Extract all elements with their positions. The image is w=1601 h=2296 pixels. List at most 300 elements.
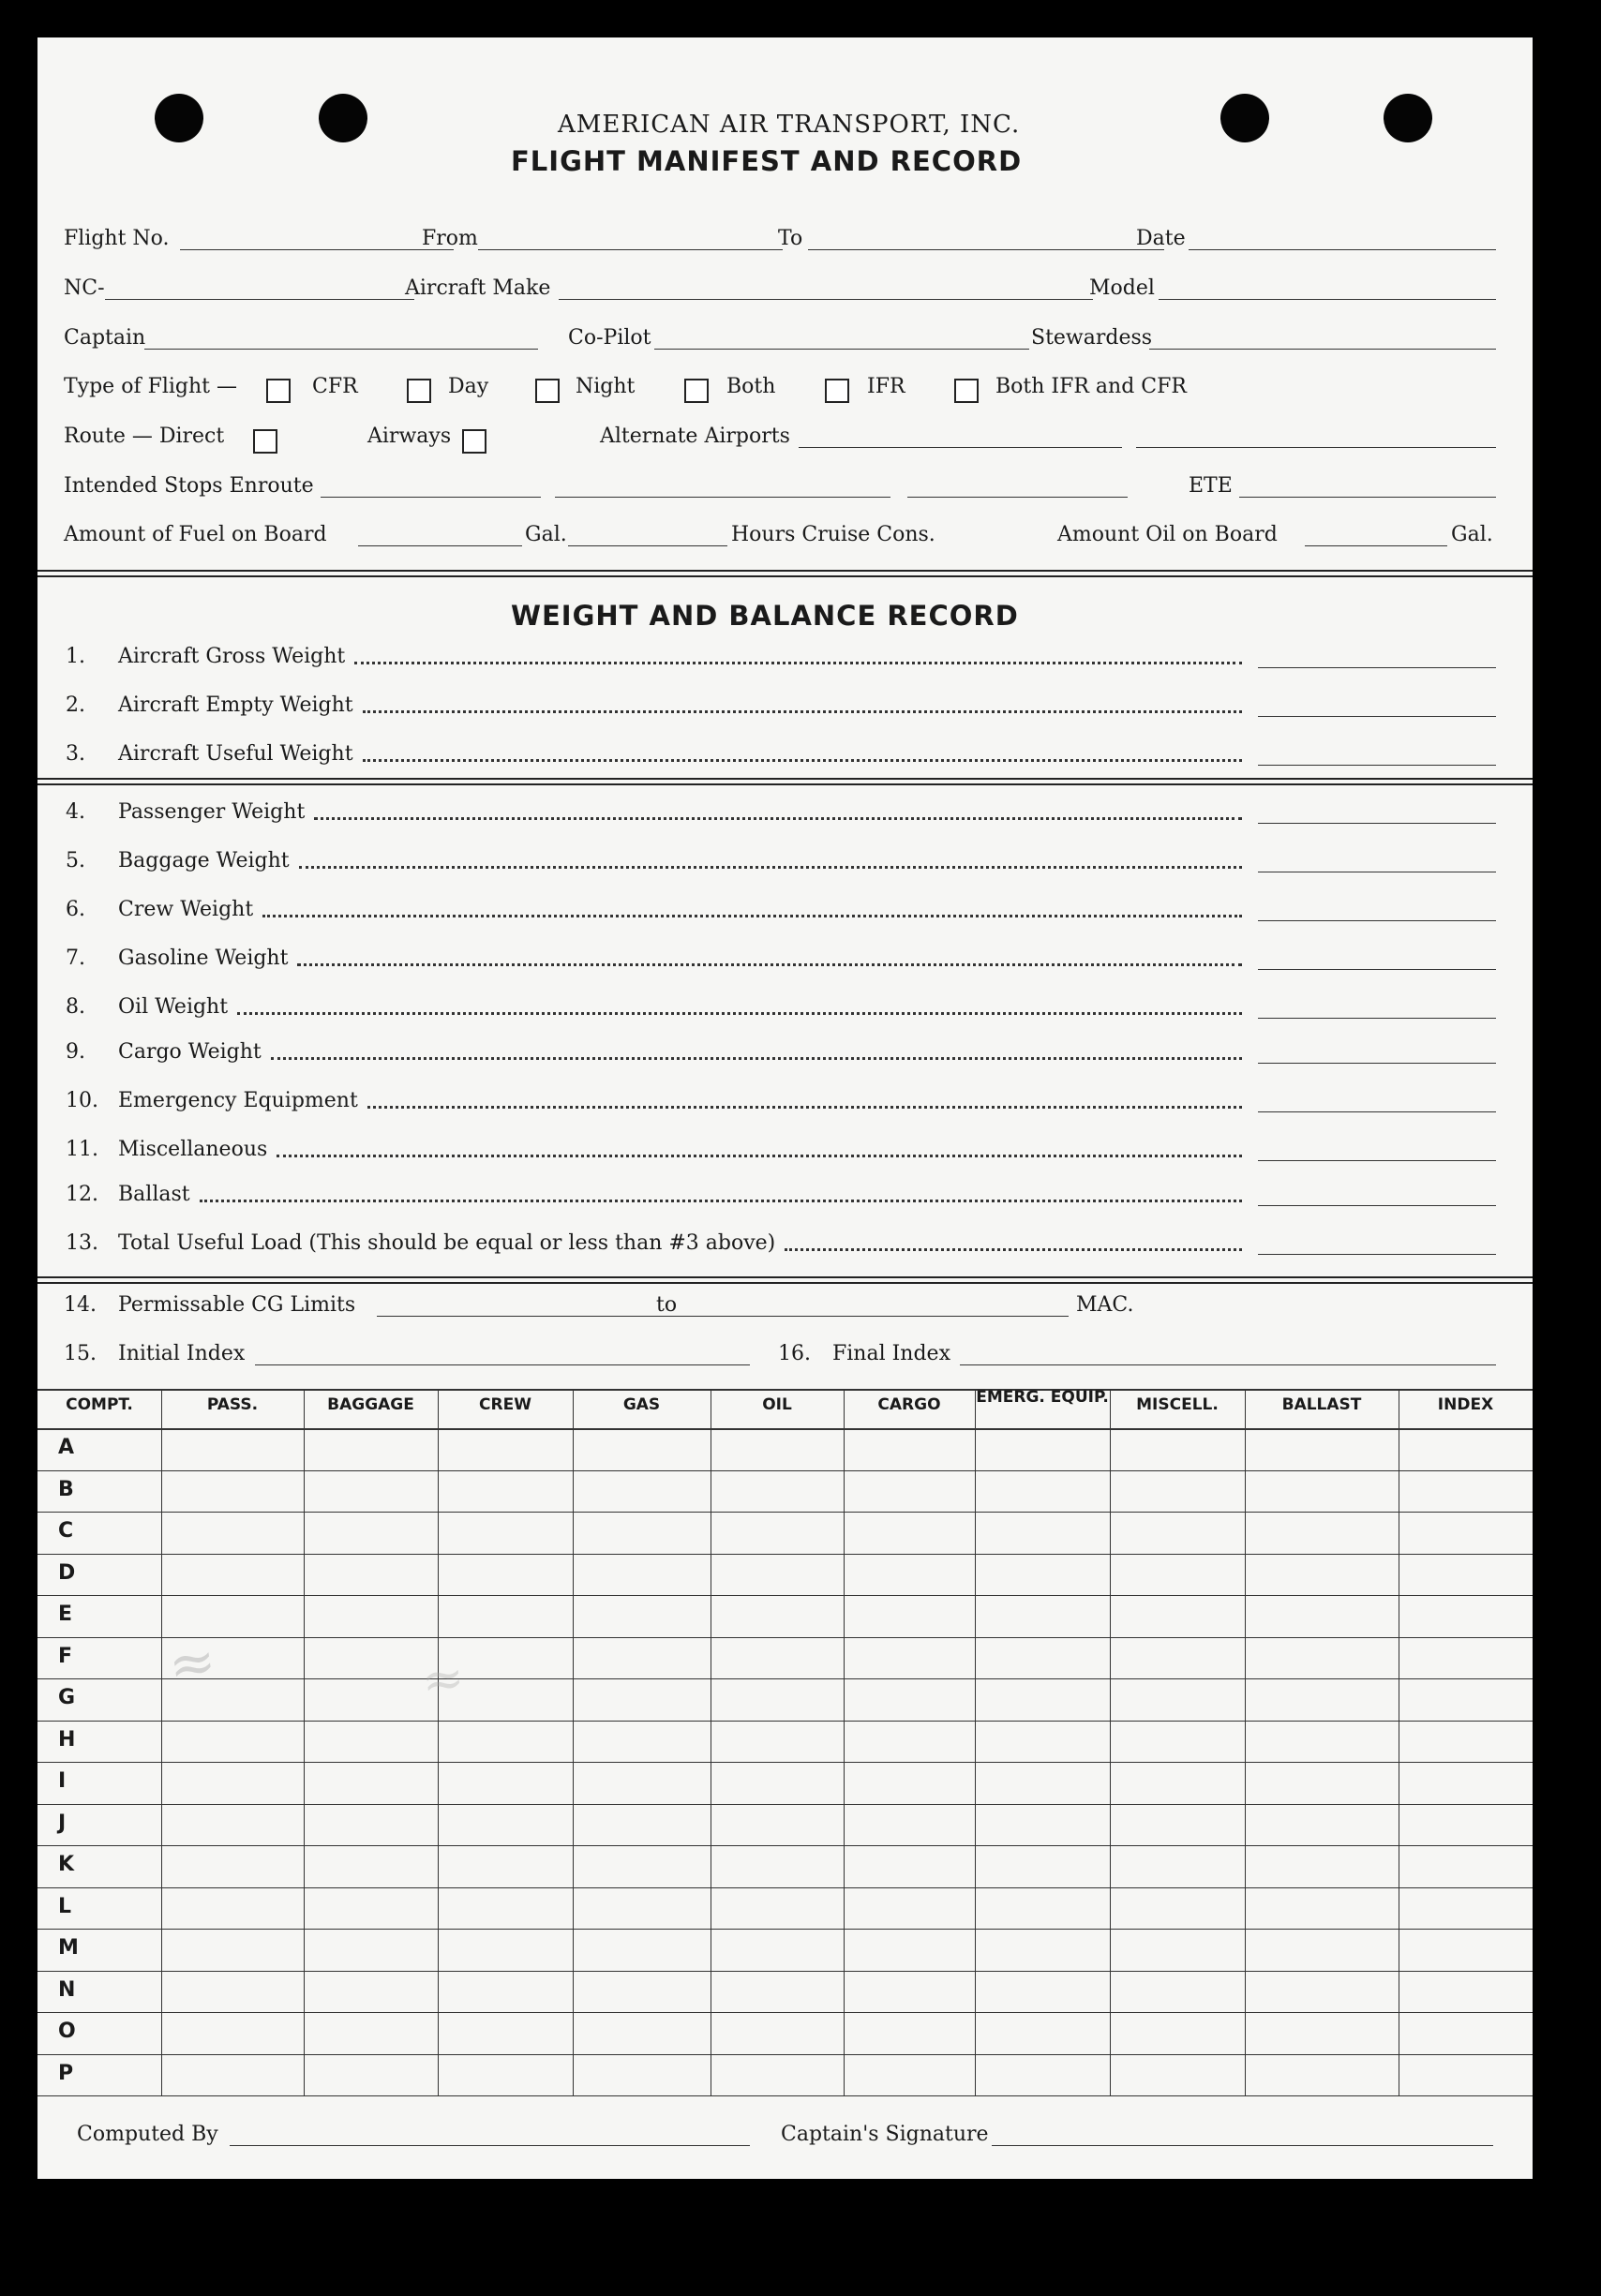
section-divider: [37, 778, 1533, 780]
table-cell[interactable]: [1110, 1595, 1245, 1637]
table-cell[interactable]: [304, 2054, 438, 2096]
wb-value-field[interactable]: [1258, 823, 1496, 824]
alternate-airports-label: Alternate Airports: [600, 425, 790, 448]
cg-to-field[interactable]: [682, 1316, 1069, 1317]
manifest-form-sheet: [37, 37, 1533, 2179]
table-cell[interactable]: [844, 1595, 975, 1637]
table-cell[interactable]: [711, 1428, 844, 1470]
stewardess-label: Stewardess: [1031, 326, 1153, 350]
table-cell[interactable]: [1245, 1637, 1399, 1679]
table-cell[interactable]: [573, 1637, 711, 1679]
table-cell[interactable]: [1399, 1428, 1533, 1470]
handwritten-marks: ≈: [418, 1647, 468, 1711]
ete-field[interactable]: [1239, 497, 1496, 498]
wb-value-field[interactable]: [1258, 1111, 1496, 1112]
table-cell[interactable]: [573, 1845, 711, 1887]
table-cell[interactable]: [1399, 2054, 1533, 2096]
stops-field-2[interactable]: [555, 497, 890, 498]
wb-value-field[interactable]: [1258, 1018, 1496, 1019]
table-cell[interactable]: [438, 2012, 573, 2054]
wb-item-number: 4.: [66, 800, 85, 824]
table-cell[interactable]: [304, 1804, 438, 1846]
table-cell[interactable]: [304, 1554, 438, 1596]
aircraft-make-field[interactable]: [559, 299, 1093, 300]
item-16-number: 16.: [778, 1342, 811, 1365]
table-cell[interactable]: [711, 1470, 844, 1513]
table-cell[interactable]: [711, 1804, 844, 1846]
stops-field-1[interactable]: [321, 497, 541, 498]
table-cell[interactable]: [975, 1637, 1110, 1679]
table-cell[interactable]: [1110, 1678, 1245, 1721]
leader-dots: [785, 1248, 1242, 1251]
wb-item-label: Aircraft Empty Weight: [118, 693, 353, 717]
table-cell[interactable]: [161, 1428, 304, 1470]
table-cell[interactable]: [1110, 1428, 1245, 1470]
table-cell[interactable]: [975, 1929, 1110, 1971]
table-cell[interactable]: [1245, 1678, 1399, 1721]
wb-item-number: 2.: [66, 693, 85, 717]
wb-value-field[interactable]: [1258, 1063, 1496, 1064]
table-cell[interactable]: [844, 1428, 975, 1470]
section-divider: [37, 1276, 1533, 1278]
table-cell[interactable]: [975, 2012, 1110, 2054]
table-cell[interactable]: [161, 1721, 304, 1763]
table-cell[interactable]: [1399, 1762, 1533, 1804]
table-cell[interactable]: [975, 1762, 1110, 1804]
table-cell[interactable]: [844, 1804, 975, 1846]
table-cell[interactable]: [1110, 1554, 1245, 1596]
wb-item-label: Passenger Weight: [118, 800, 306, 824]
flight-no-field[interactable]: [180, 249, 454, 250]
table-cell[interactable]: [1399, 1887, 1533, 1930]
table-row: [37, 1595, 1533, 1637]
table-cell[interactable]: [1110, 1929, 1245, 1971]
compartment-label: B: [58, 1477, 74, 1501]
column-header: COMPT.: [66, 1395, 133, 1414]
table-row: [37, 1721, 1533, 1763]
airways-checkbox[interactable]: [462, 429, 486, 454]
nc-label: NC-: [64, 276, 105, 300]
cg-from-field[interactable]: [377, 1316, 686, 1317]
table-cell[interactable]: [975, 1595, 1110, 1637]
column-header: OIL: [762, 1395, 792, 1414]
table-cell[interactable]: [304, 1428, 438, 1470]
table-cell[interactable]: [1399, 1595, 1533, 1637]
table-cell[interactable]: [438, 1971, 573, 2013]
night-label: Night: [576, 375, 636, 398]
table-cell[interactable]: [438, 1929, 573, 1971]
punch-hole: [319, 94, 367, 142]
table-cell[interactable]: [1399, 1721, 1533, 1763]
table-cell[interactable]: [438, 1721, 573, 1763]
final-index-label: Final Index: [832, 1342, 950, 1365]
fuel-label: Amount of Fuel on Board: [64, 523, 327, 546]
wb-item-label: Gasoline Weight: [118, 947, 289, 970]
wb-item-label: Miscellaneous: [118, 1138, 268, 1161]
table-rule: [37, 1389, 1533, 1391]
compartment-label: C: [58, 1519, 74, 1543]
table-cell[interactable]: [844, 1929, 975, 1971]
wb-item-number: 6.: [66, 898, 85, 921]
leader-dots: [297, 963, 1242, 966]
alternate-airport-field-1[interactable]: [799, 447, 1122, 448]
handwritten-marks: ≈: [164, 1627, 220, 1700]
oil-on-board-label: Amount Oil on Board: [1057, 523, 1278, 546]
table-cell[interactable]: [438, 1845, 573, 1887]
table-cell[interactable]: [438, 1762, 573, 1804]
wb-item-label: Aircraft Gross Weight: [118, 645, 346, 668]
table-cell[interactable]: [975, 1470, 1110, 1513]
wb-item-number: 10.: [66, 1089, 98, 1112]
table-cell[interactable]: [1245, 1428, 1399, 1470]
table-rule: [37, 2095, 1533, 2096]
compartment-label: I: [58, 1769, 67, 1793]
table-cell[interactable]: [711, 1887, 844, 1930]
table-cell[interactable]: [573, 1721, 711, 1763]
wb-value-field[interactable]: [1258, 1254, 1496, 1255]
table-cell[interactable]: [844, 1721, 975, 1763]
table-cell[interactable]: [711, 2054, 844, 2096]
table-cell[interactable]: [844, 1762, 975, 1804]
wb-item-number: 13.: [66, 1231, 98, 1255]
punch-hole: [155, 94, 203, 142]
section-divider: [37, 783, 1533, 785]
table-cell[interactable]: [1245, 1971, 1399, 2013]
table-row: [37, 1845, 1533, 1887]
table-cell[interactable]: [1245, 1762, 1399, 1804]
table-cell[interactable]: [304, 1637, 438, 1679]
stops-field-3[interactable]: [907, 497, 1128, 498]
wb-item-number: 3.: [66, 742, 85, 766]
table-cell[interactable]: [438, 1887, 573, 1930]
table-cell[interactable]: [438, 1804, 573, 1846]
leader-dots: [299, 866, 1242, 869]
table-cell[interactable]: [975, 1845, 1110, 1887]
date-label: Date: [1136, 227, 1186, 250]
table-cell[interactable]: [161, 1845, 304, 1887]
compartment-label: L: [58, 1894, 72, 1918]
table-cell[interactable]: [844, 1637, 975, 1679]
type-of-flight-label: Type of Flight —: [64, 375, 238, 398]
table-cell[interactable]: [1110, 1512, 1245, 1554]
table-cell[interactable]: [573, 1762, 711, 1804]
table-cell[interactable]: [1399, 1512, 1533, 1554]
table-cell[interactable]: [1245, 1554, 1399, 1596]
table-cell[interactable]: [1399, 1929, 1533, 1971]
table-cell[interactable]: [161, 1804, 304, 1846]
table-cell[interactable]: [573, 1887, 711, 1930]
ifr-checkbox[interactable]: [825, 379, 849, 403]
final-index-field[interactable]: [960, 1364, 1496, 1365]
from-field[interactable]: [478, 249, 783, 250]
compartment-label: G: [58, 1686, 76, 1709]
co-pilot-field[interactable]: [654, 349, 1029, 350]
table-cell[interactable]: [573, 2012, 711, 2054]
table-cell[interactable]: [1245, 2054, 1399, 2096]
table-cell[interactable]: [161, 1929, 304, 1971]
table-cell[interactable]: [711, 1929, 844, 1971]
table-cell[interactable]: [711, 1971, 844, 2013]
table-cell[interactable]: [1399, 1971, 1533, 2013]
section-divider: [37, 1282, 1533, 1284]
wb-value-field[interactable]: [1258, 969, 1496, 970]
table-cell[interactable]: [711, 1721, 844, 1763]
direct-checkbox[interactable]: [253, 429, 277, 454]
table-cell[interactable]: [438, 1428, 573, 1470]
ete-label: ETE: [1189, 474, 1233, 498]
table-cell[interactable]: [844, 1971, 975, 2013]
table-cell[interactable]: [573, 2054, 711, 2096]
compartment-label: H: [58, 1727, 76, 1752]
table-cell[interactable]: [1110, 1887, 1245, 1930]
route-direct-label: Route — Direct: [64, 425, 225, 448]
company-name: AMERICAN AIR TRANSPORT, INC.: [558, 111, 1021, 139]
table-cell[interactable]: [1245, 1845, 1399, 1887]
leader-dots: [314, 817, 1242, 820]
table-cell[interactable]: [975, 2054, 1110, 2096]
table-cell[interactable]: [438, 1554, 573, 1596]
table-cell[interactable]: [1399, 1637, 1533, 1679]
compartment-label: N: [58, 1977, 76, 2002]
table-cell[interactable]: [844, 2012, 975, 2054]
computed-by-field[interactable]: [230, 2145, 750, 2146]
compartment-label: J: [58, 1811, 67, 1835]
captains-signature-label: Captain's Signature: [781, 2123, 989, 2146]
compartment-label: K: [58, 1853, 75, 1876]
table-cell[interactable]: [161, 2054, 304, 2096]
wb-item-label: Total Useful Load (This should be equal or less than #3 above): [118, 1231, 776, 1255]
table-cell[interactable]: [573, 1595, 711, 1637]
item-14-number: 14.: [64, 1293, 97, 1317]
fuel-field[interactable]: [358, 545, 522, 546]
table-cell[interactable]: [1110, 1804, 1245, 1846]
aircraft-make-label: Aircraft Make: [405, 276, 551, 300]
table-cell[interactable]: [1245, 1804, 1399, 1846]
alternate-airport-field-2[interactable]: [1136, 447, 1496, 448]
wb-item-number: 9.: [66, 1040, 85, 1064]
punch-hole: [1220, 94, 1269, 142]
oil-field[interactable]: [1305, 545, 1447, 546]
cg-limits-label: Permissable CG Limits: [118, 1293, 356, 1317]
table-cell[interactable]: [975, 1428, 1110, 1470]
table-cell[interactable]: [975, 1554, 1110, 1596]
table-cell[interactable]: [1245, 1887, 1399, 1930]
table-cell[interactable]: [304, 1845, 438, 1887]
table-cell[interactable]: [711, 1637, 844, 1679]
cfr-checkbox[interactable]: [266, 379, 291, 403]
table-cell[interactable]: [711, 1762, 844, 1804]
wb-title: WEIGHT AND BALANCE RECORD: [511, 600, 1019, 632]
table-cell[interactable]: [438, 1470, 573, 1513]
table-cell[interactable]: [1399, 1845, 1533, 1887]
table-row: [37, 1929, 1533, 1971]
cg-to-label: to: [656, 1293, 678, 1317]
table-cell[interactable]: [1245, 1595, 1399, 1637]
table-cell[interactable]: [1245, 1721, 1399, 1763]
table-cell[interactable]: [438, 1595, 573, 1637]
table-cell[interactable]: [304, 1929, 438, 1971]
table-row: [37, 1637, 1533, 1679]
compartment-label: P: [58, 2061, 74, 2085]
table-cell[interactable]: [438, 1512, 573, 1554]
table-cell[interactable]: [304, 1470, 438, 1513]
wb-value-field[interactable]: [1258, 1160, 1496, 1161]
table-cell[interactable]: [304, 1512, 438, 1554]
table-row: [37, 1554, 1533, 1596]
compartment-label: A: [58, 1436, 75, 1459]
table-row: [37, 1678, 1533, 1721]
table-cell[interactable]: [1110, 1470, 1245, 1513]
table-cell[interactable]: [161, 1470, 304, 1513]
table-cell[interactable]: [304, 1678, 438, 1721]
table-row: [37, 1512, 1533, 1554]
table-cell[interactable]: [161, 1762, 304, 1804]
table-row: [37, 1887, 1533, 1930]
date-field[interactable]: [1189, 249, 1496, 250]
table-cell[interactable]: [573, 1929, 711, 1971]
table-cell[interactable]: [844, 1470, 975, 1513]
leader-dots: [237, 1012, 1242, 1015]
column-header: MISCELL.: [1136, 1395, 1219, 1414]
table-cell[interactable]: [711, 1554, 844, 1596]
table-cell[interactable]: [711, 1845, 844, 1887]
table-cell[interactable]: [1245, 1512, 1399, 1554]
table-cell[interactable]: [1399, 2012, 1533, 2054]
both-checkbox[interactable]: [684, 379, 709, 403]
table-cell[interactable]: [1110, 1721, 1245, 1763]
mac-label: MAC.: [1076, 1293, 1134, 1317]
form-title: FLIGHT MANIFEST AND RECORD: [511, 145, 1023, 177]
wb-value-field[interactable]: [1258, 920, 1496, 921]
wb-value-field[interactable]: [1258, 1205, 1496, 1206]
table-cell[interactable]: [161, 2012, 304, 2054]
table-cell[interactable]: [573, 1512, 711, 1554]
table-cell[interactable]: [844, 1512, 975, 1554]
table-cell[interactable]: [1245, 1470, 1399, 1513]
captain-field[interactable]: [144, 349, 538, 350]
table-cell[interactable]: [573, 1470, 711, 1513]
hours-cruise-label: Hours Cruise Cons.: [731, 523, 935, 546]
table-cell[interactable]: [1110, 1971, 1245, 2013]
table-cell[interactable]: [161, 1512, 304, 1554]
table-cell[interactable]: [1399, 1470, 1533, 1513]
table-cell[interactable]: [161, 1971, 304, 2013]
to-field[interactable]: [808, 249, 1164, 250]
table-cell[interactable]: [161, 1595, 304, 1637]
both-label: Both: [726, 375, 776, 398]
both-ifr-cfr-label: Both IFR and CFR: [995, 375, 1187, 398]
airways-label: Airways: [367, 425, 452, 448]
wb-value-field[interactable]: [1258, 667, 1496, 668]
initial-index-field[interactable]: [255, 1364, 750, 1365]
wb-item-number: 1.: [66, 645, 85, 668]
captains-signature-field[interactable]: [992, 2145, 1493, 2146]
table-cell[interactable]: [711, 1678, 844, 1721]
wb-value-field[interactable]: [1258, 765, 1496, 766]
table-cell[interactable]: [711, 1595, 844, 1637]
table-cell[interactable]: [161, 1887, 304, 1930]
leader-dots: [363, 710, 1242, 713]
both-ifr-cfr-checkbox[interactable]: [954, 379, 979, 403]
table-cell[interactable]: [573, 1804, 711, 1846]
table-row: [37, 1804, 1533, 1846]
table-cell[interactable]: [844, 1845, 975, 1887]
table-cell[interactable]: [975, 1721, 1110, 1763]
table-cell[interactable]: [711, 2012, 844, 2054]
cfr-label: CFR: [312, 375, 358, 398]
table-cell[interactable]: [304, 1762, 438, 1804]
intended-stops-label: Intended Stops Enroute: [64, 474, 314, 498]
section-divider: [37, 570, 1533, 572]
table-cell[interactable]: [1399, 1804, 1533, 1846]
table-cell[interactable]: [711, 1512, 844, 1554]
table-cell[interactable]: [573, 1428, 711, 1470]
table-cell[interactable]: [844, 1887, 975, 1930]
table-cell[interactable]: [573, 1971, 711, 2013]
nc-field[interactable]: [105, 299, 414, 300]
hours-cruise-field[interactable]: [568, 545, 727, 546]
table-cell[interactable]: [844, 1554, 975, 1596]
table-cell[interactable]: [1110, 1637, 1245, 1679]
table-cell[interactable]: [304, 2012, 438, 2054]
table-cell[interactable]: [1245, 1929, 1399, 1971]
table-cell[interactable]: [975, 1804, 1110, 1846]
table-cell[interactable]: [161, 1554, 304, 1596]
initial-index-label: Initial Index: [118, 1342, 246, 1365]
table-cell[interactable]: [844, 1678, 975, 1721]
table-cell[interactable]: [438, 2054, 573, 2096]
night-checkbox[interactable]: [535, 379, 560, 403]
wb-value-field[interactable]: [1258, 716, 1496, 717]
stewardess-field[interactable]: [1149, 349, 1496, 350]
table-cell[interactable]: [304, 1887, 438, 1930]
compartment-label: M: [58, 1936, 79, 1960]
table-cell[interactable]: [844, 2054, 975, 2096]
table-cell[interactable]: [1110, 1845, 1245, 1887]
table-cell[interactable]: [304, 1721, 438, 1763]
table-cell[interactable]: [1110, 2012, 1245, 2054]
table-cell[interactable]: [975, 1512, 1110, 1554]
ifr-label: IFR: [867, 375, 905, 398]
table-cell[interactable]: [573, 1678, 711, 1721]
wb-item-label: Cargo Weight: [118, 1040, 262, 1064]
leader-dots: [262, 915, 1242, 917]
table-cell[interactable]: [1399, 1678, 1533, 1721]
table-cell[interactable]: [1110, 2054, 1245, 2096]
column-header: BALLAST: [1281, 1395, 1362, 1414]
gal-label-1: Gal.: [525, 523, 567, 546]
wb-item-number: 11.: [66, 1138, 98, 1161]
table-cell[interactable]: [573, 1554, 711, 1596]
table-cell[interactable]: [1245, 2012, 1399, 2054]
table-row: [37, 1428, 1533, 1470]
table-cell[interactable]: [975, 1678, 1110, 1721]
table-cell[interactable]: [975, 1887, 1110, 1930]
table-cell[interactable]: [1110, 1762, 1245, 1804]
wb-item-number: 8.: [66, 995, 85, 1019]
model-field[interactable]: [1159, 299, 1496, 300]
table-cell[interactable]: [975, 1971, 1110, 2013]
wb-item-number: 5.: [66, 849, 85, 872]
table-cell[interactable]: [1399, 1554, 1533, 1596]
to-label: To: [778, 227, 803, 250]
wb-item-label: Aircraft Useful Weight: [118, 742, 353, 766]
column-header: CREW: [479, 1395, 531, 1414]
table-cell[interactable]: [304, 1595, 438, 1637]
table-cell[interactable]: [304, 1971, 438, 2013]
day-checkbox[interactable]: [407, 379, 431, 403]
flight-no-label: Flight No.: [64, 227, 170, 250]
